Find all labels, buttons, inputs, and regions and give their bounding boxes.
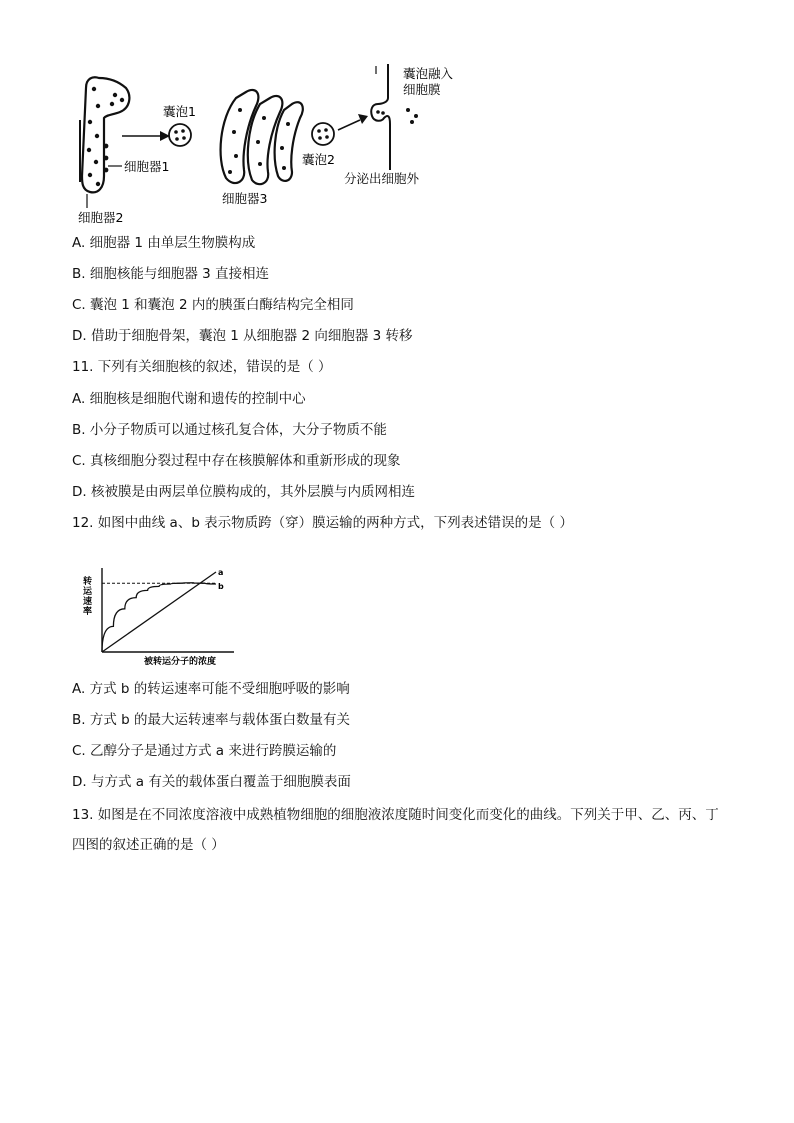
cell-membrane-shape [371, 64, 390, 170]
organelle3-shape [221, 90, 303, 184]
curve-b [102, 583, 216, 652]
x-axis-label: 被转运分子的浓度 [144, 657, 217, 667]
vesicle1-label: 囊泡1 [163, 104, 196, 119]
membrane-label: 细胞膜 [403, 82, 441, 97]
q10-option-c[interactable]: C. 囊泡 1 和囊泡 2 内的胰蛋白酶结构完全相同 [72, 297, 354, 313]
q11-option-d[interactable]: D. 核被膜是由两层单位膜构成的，其外层膜与内质网相连 [72, 484, 415, 500]
q11-stem: 11. 下列有关细胞核的叙述，错误的是（ ） [72, 359, 332, 375]
vesicle2-label: 囊泡2 [302, 152, 335, 167]
q11-option-b[interactable]: B. 小分子物质可以通过核孔复合体，大分子物质不能 [72, 422, 387, 438]
curve-b-label: b [218, 582, 224, 591]
q12-option-d[interactable]: D. 与方式 a 有关的载体蛋白覆盖于细胞膜表面 [72, 774, 351, 790]
q12-option-c[interactable]: C. 乙醇分子是通过方式 a 来进行跨膜运输的 [72, 743, 337, 759]
q12-stem: 12. 如图中曲线 a、b 表示物质跨（穿）膜运输的两种方式，下列表述错误的是（ ） [72, 515, 573, 531]
vesicle2-shape [312, 123, 334, 145]
q10-option-d[interactable]: D. 借助于细胞骨架，囊泡 1 从细胞器 2 向细胞器 3 转移 [72, 328, 413, 344]
fuse-label: 囊泡融入 [403, 66, 454, 81]
secrete-label: 分泌出细胞外 [344, 171, 420, 186]
y-axis-label: 转运速率 [81, 576, 91, 616]
vesicle1-shape [169, 124, 191, 146]
q10-option-b[interactable]: B. 细胞核能与细胞器 3 直接相连 [72, 266, 270, 282]
organelle1-label: 细胞器1 [124, 159, 170, 174]
curve-a [102, 572, 216, 652]
q11-option-c[interactable]: C. 真核细胞分裂过程中存在核膜解体和重新形成的现象 [72, 453, 401, 469]
q13-stem: 13. 如图是在不同浓度溶液中成熟植物细胞的细胞液浓度随时间变化而变化的曲线。下列关于甲、乙、丙、丁四图的叙述正确的是（ ） [72, 807, 719, 853]
transport-rate-chart [81, 560, 244, 670]
curve-a-label: a [218, 568, 224, 577]
secretory-pathway-diagram [60, 58, 480, 230]
organelle3-label: 细胞器3 [222, 191, 268, 206]
q11-option-a[interactable]: A. 细胞核是细胞代谢和遗传的控制中心 [72, 391, 306, 407]
q10-option-a[interactable]: A. 细胞器 1 由单层生物膜构成 [72, 235, 256, 251]
organelle2-label: 细胞器2 [78, 210, 124, 225]
q12-option-a[interactable]: A. 方式 b 的转运速率可能不受细胞呼吸的影响 [72, 681, 350, 697]
q12-option-b[interactable]: B. 方式 b 的最大运转速率与载体蛋白数量有关 [72, 712, 350, 728]
